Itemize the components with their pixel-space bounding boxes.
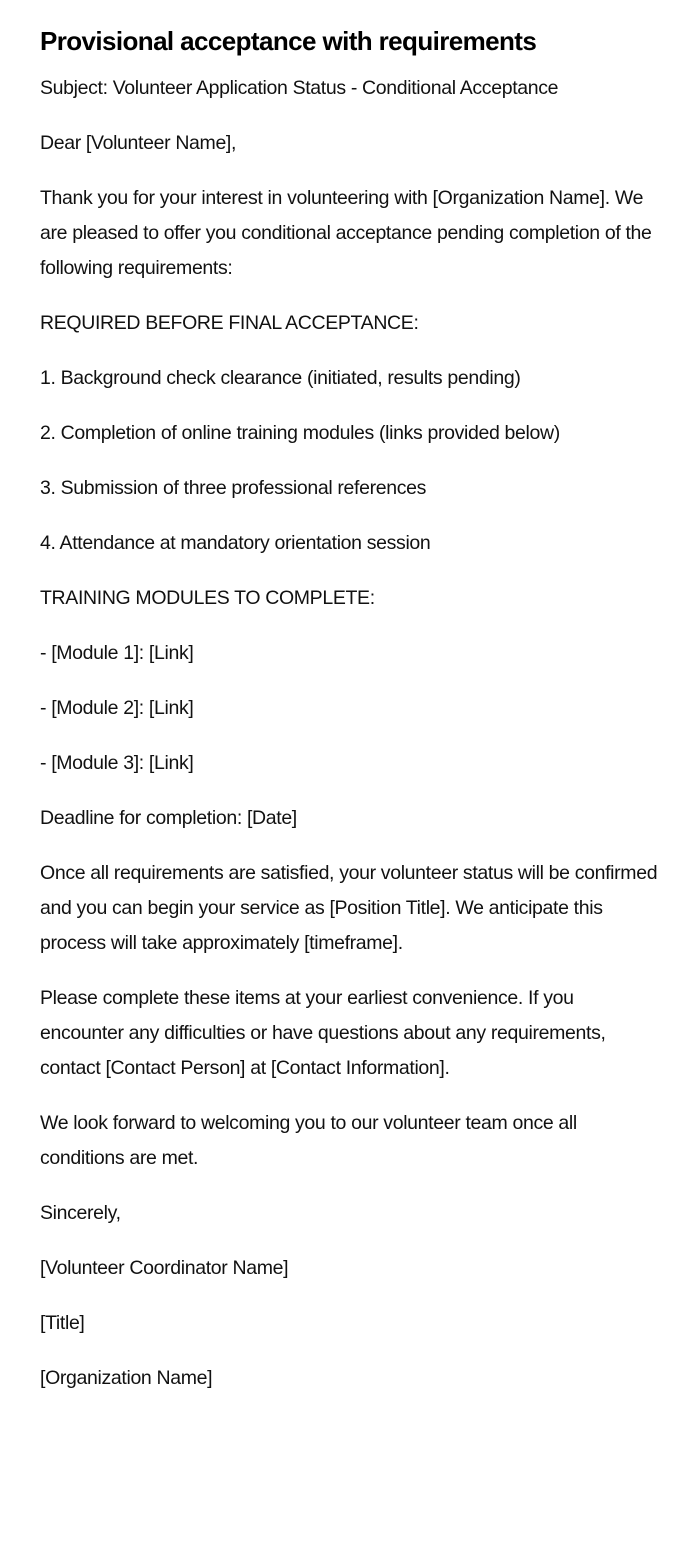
- signature-title: [Title]: [40, 1312, 85, 1334]
- modules-heading: TRAINING MODULES TO COMPLETE:: [40, 587, 375, 609]
- signoff: Sincerely,: [40, 1202, 121, 1224]
- document-title: Provisional acceptance with requirements: [40, 26, 537, 56]
- requirement-item: 4. Attendance at mandatory orientation session: [40, 532, 431, 554]
- signature-organization: [Organization Name]: [40, 1367, 213, 1389]
- signature-name: [Volunteer Coordinator Name]: [40, 1257, 289, 1279]
- closing-paragraph: We look forward to welcoming you to our volunteer team once all conditions are met.: [40, 1112, 577, 1169]
- module-item: - [Module 3]: [Link]: [40, 752, 194, 774]
- requirements-heading: REQUIRED BEFORE FINAL ACCEPTANCE:: [40, 312, 419, 334]
- subject-line: Subject: Volunteer Application Status - Conditional Acceptance: [40, 77, 559, 99]
- salutation: Dear [Volunteer Name],: [40, 132, 237, 154]
- contact-paragraph: Please complete these items at your earliest convenience. If you encounter any difficulties or have questions about any requirements, contact [Contact Person] at [Contact Information].: [40, 987, 606, 1079]
- module-item: - [Module 2]: [Link]: [40, 697, 194, 719]
- module-item: - [Module 1]: [Link]: [40, 642, 194, 664]
- requirement-item: 1. Background check clearance (initiated, results pending): [40, 367, 521, 389]
- intro-paragraph: Thank you for your interest in volunteering with [Organization Name]. We are pleased to offer you conditional acceptance pending completion of the following requirements:: [40, 187, 652, 279]
- confirmation-paragraph: Once all requirements are satisfied, your volunteer status will be confirmed and you can begin your service as [Position Title]. We anticipate this process will take approximately [timeframe].: [40, 862, 658, 954]
- requirement-item: 2. Completion of online training modules (links provided below): [40, 422, 560, 444]
- deadline-line: Deadline for completion: [Date]: [40, 807, 297, 829]
- requirement-item: 3. Submission of three professional references: [40, 477, 427, 499]
